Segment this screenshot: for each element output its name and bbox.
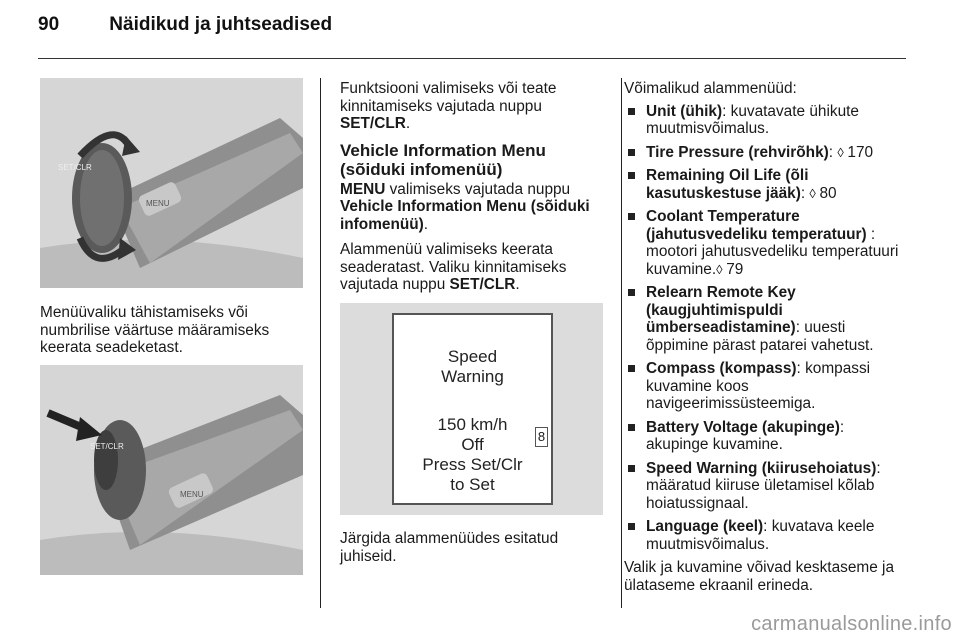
submenu-item-title: Coolant Temperature (jahutusvedeliku temperatuur) [646, 208, 867, 243]
page-ref-number: 80 [819, 184, 837, 202]
bullet-square-icon [628, 365, 635, 372]
submenu-item-title: Relearn Remote Key (kaugjuhtimispuldi ümberseadistamine) [646, 284, 796, 336]
submenu-item-desc: : määratud kiiruse ületamisel kõlab hoiatussignaal. [646, 459, 881, 512]
bullet-square-icon [628, 172, 635, 179]
bullet-square-icon [628, 424, 635, 431]
page-number: 90 [38, 14, 60, 35]
watermark: carmanualsonline.info [751, 613, 952, 635]
submenu-item-title: Tire Pressure (rehvirõhk) [646, 143, 829, 161]
submenu-item-desc: : [828, 143, 838, 161]
submenu-item [624, 460, 908, 513]
col3-outro: Valik ja kuvamine võivad kesktaseme ja ülataseme ekraanil erineda. [624, 559, 895, 594]
bullet-square-icon [628, 465, 635, 472]
display-screen: Speed Warning 150 km/h Off Press Set/Clr to Set [392, 313, 553, 505]
submenu-item-title: Remaining Oil Life (õli kasutuskestuse jääk) [646, 167, 809, 202]
col2-footer: Järgida alammenüüdes esitatud juhiseid. [340, 530, 559, 565]
submenu-item-title: Speed Warning (kiirusehoiatus) [646, 459, 877, 477]
submenu-item [624, 208, 908, 278]
col2-text [340, 80, 610, 302]
section-heading: Vehicle Information Menu (sõiduki infomenüü) [340, 140, 546, 179]
page-ref-number: 79 [726, 260, 744, 278]
stalk-rotate-photo [40, 78, 303, 288]
col2-intro: Funktsiooni valimiseks või teate kinnitamiseks vajutada nuppu SET/CLR. [340, 80, 557, 132]
submenu-item-desc: : kuvatava keele muutmisvõimalus. [646, 518, 875, 553]
submenu-item-desc: : akupinge kuvamine. [646, 418, 845, 453]
submenu-item-title: Battery Voltage (akupinge) [646, 418, 840, 436]
submenu-item-desc: : uuesti õppimine pärast patarei vahetust. [646, 319, 874, 354]
submenu-item-title: Unit (ühik) [646, 102, 723, 120]
stalk2-label-set-clr: SET/CLR [90, 442, 124, 451]
header-rule [38, 58, 906, 59]
submenu-list [624, 103, 908, 554]
submenu-item-title: Compass (kompass) [646, 360, 797, 377]
submenu-item-desc: : mootori jahutusvedeliku temperatuuri kuvamine. [646, 225, 899, 278]
submenu-item [624, 518, 908, 553]
col2-paragraph-menu: MENU valimiseks vajutada nuppu Vehicle Information Menu (sõiduki infomenüü). [340, 180, 590, 233]
bullet-square-icon [628, 289, 635, 296]
page-ref-icon: ◊ [809, 185, 820, 201]
column-divider-1 [320, 78, 321, 608]
col1-caption: Menüüvaliku tähistamiseks või numbrilise väärtuse määramiseks keerata seadeketast. [40, 304, 270, 356]
page-ref-icon: ◊ [837, 144, 848, 160]
bullet-square-icon [628, 213, 635, 220]
column-divider-2 [621, 78, 622, 608]
stalk-press-photo [40, 365, 303, 575]
submenu-item-desc: : kuvatavate ühikute muutmisvõimalus. [646, 102, 859, 137]
page-title: Näidikud ja juhtseadised [109, 14, 333, 35]
submenu-item-title: Language (keel) [646, 518, 764, 535]
bullet-square-icon [628, 108, 635, 115]
submenu-item [624, 360, 908, 413]
page-ref-icon: ◊ [716, 261, 727, 277]
stalk-label-menu: MENU [146, 199, 170, 208]
submenu-item [624, 103, 908, 138]
bullet-square-icon [628, 149, 635, 156]
figure-id-icon: 8 [535, 427, 548, 447]
page-header [38, 14, 332, 36]
col3-intro: Võimalikud alammenüüd: [624, 80, 797, 97]
stalk2-label-menu: MENU [180, 490, 204, 499]
stalk-label-set-clr: SET/CLR [58, 163, 92, 172]
col2-paragraph-submenu: Alammenüü valimiseks keerata seaderatast. Valiku kinnitamiseks vajutada nuppu SET/CLR. [340, 241, 567, 293]
submenu-item-desc: : [800, 184, 810, 202]
submenu-item [624, 284, 908, 354]
submenu-item-desc: : kompassi kuvamine koos navigeerimissüsteemiga. [646, 360, 871, 412]
submenu-item [624, 419, 908, 454]
submenu-item [624, 144, 908, 162]
page-ref-number: 170 [847, 143, 874, 161]
col3-text [624, 80, 908, 602]
bullet-square-icon [628, 523, 635, 530]
speed-warning-display-figure [340, 303, 603, 515]
submenu-item [624, 167, 908, 202]
